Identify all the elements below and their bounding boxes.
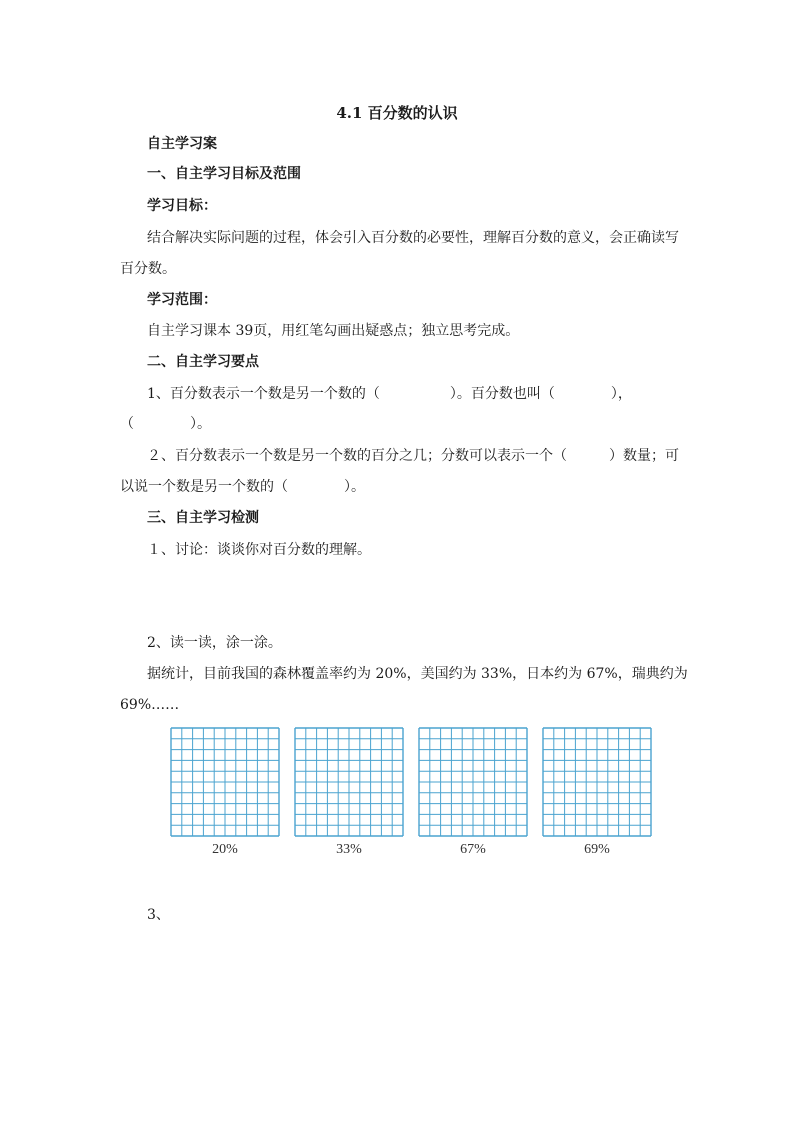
- goal-label: 学习目标：: [147, 198, 217, 214]
- section-3-heading: 三、自主学习检测: [147, 510, 259, 526]
- hundred-grid-3[interactable]: [418, 727, 528, 837]
- section-1-heading: 一、自主学习目标及范围: [147, 166, 301, 182]
- question-3: 3、: [147, 907, 170, 923]
- goal-text-line-1: 结合解决实际问题的过程，体会引入百分数的必要性，理解百分数的意义，会正确读写: [147, 230, 679, 246]
- point-2-line-2: 以说一个数是另一个数的（ ）。: [120, 479, 365, 495]
- question-2-text-line-2: 69%……: [120, 697, 180, 713]
- point-1-line-1: 1、百分数表示一个数是另一个数的（ ）。百分数也叫（ ），: [147, 386, 632, 402]
- goal-text-line-2: 百分数。: [120, 261, 176, 277]
- range-label: 学习范围：: [147, 292, 217, 308]
- hundred-grid-1[interactable]: [170, 727, 280, 837]
- grid-label-1: 20%: [212, 842, 238, 857]
- hundred-grid-2[interactable]: [294, 727, 404, 837]
- question-2: 2、读一读，涂一涂。: [147, 635, 282, 651]
- section-2-heading: 二、自主学习要点: [147, 354, 259, 370]
- grid-label-4: 69%: [584, 842, 610, 857]
- point-1-line-2: （ ）。: [120, 416, 211, 432]
- page-title: 4.1 百分数的认识: [336, 104, 458, 122]
- self-study-heading: 自主学习案: [147, 136, 217, 152]
- hundred-grid-4[interactable]: [542, 727, 652, 837]
- point-2-line-1: ２、百分数表示一个数是另一个数的百分之几；分数可以表示一个（ ）数量；可: [147, 448, 679, 464]
- question-1: １、讨论：谈谈你对百分数的理解。: [147, 542, 371, 558]
- range-text: 自主学习课本 39页，用红笔勾画出疑惑点；独立思考完成。: [147, 323, 520, 339]
- grid-label-2: 33%: [336, 842, 362, 857]
- question-2-text-line-1: 据统计，目前我国的森林覆盖率约为 20%，美国约为 33%，日本约为 67%，瑞典约为: [147, 666, 688, 682]
- grid-label-3: 67%: [460, 842, 486, 857]
